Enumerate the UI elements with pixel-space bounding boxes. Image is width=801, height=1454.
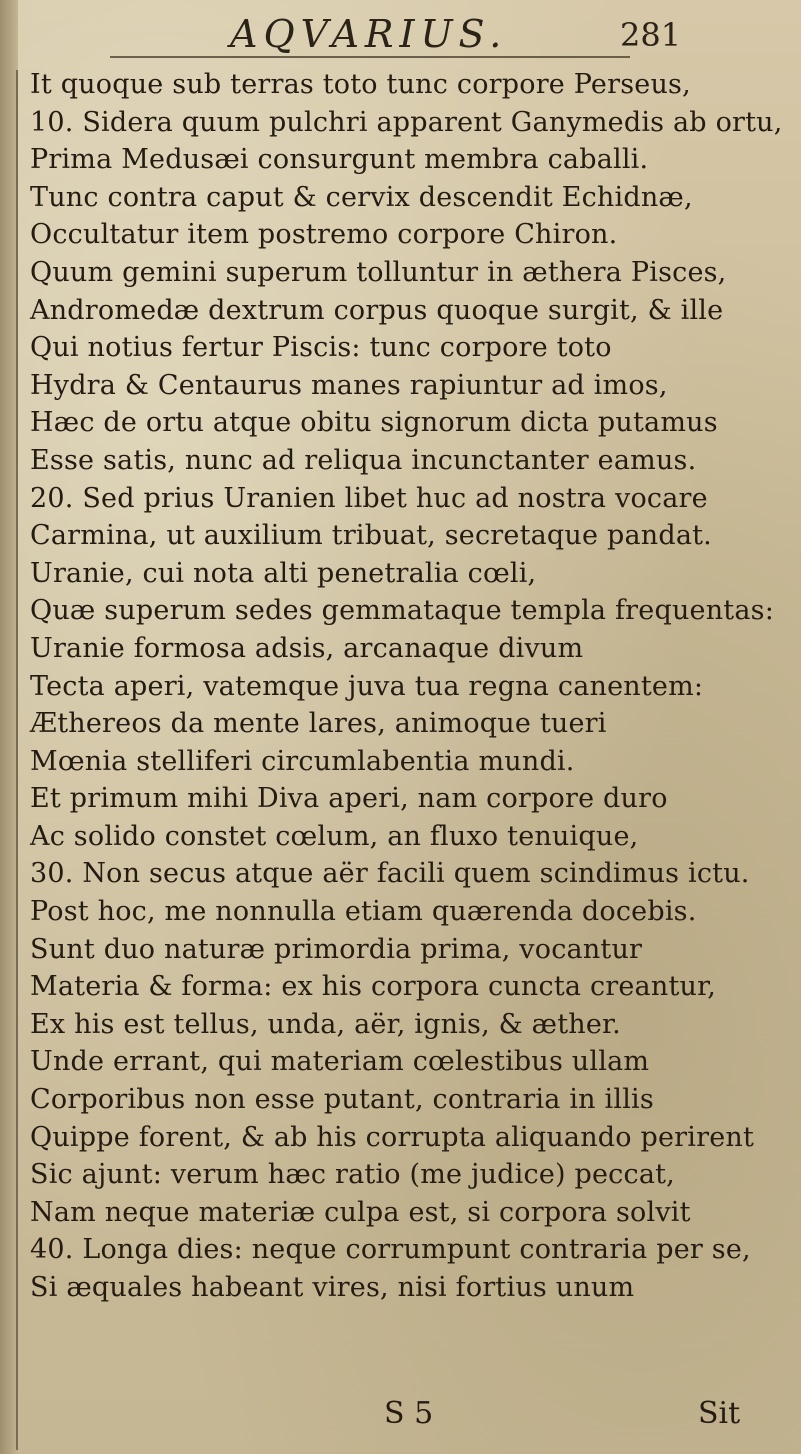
verse-line: Hæc de ortu atque obitu signorum dicta putamus	[30, 407, 718, 439]
header-rule	[110, 56, 630, 58]
margin-rule	[16, 70, 18, 1450]
verse-line: Quippe forent, & ab his corrupta aliquando perirent	[30, 1121, 755, 1153]
verse-line: Post hoc, me nonnulla etiam quærenda docebis.	[30, 896, 697, 928]
verse-line: Unde errant, qui materiam cœlestibus ullam	[30, 1046, 650, 1078]
verse-line: Andromedæ dextrum corpus quoque surgit, & ille	[30, 294, 724, 326]
verse-line: Æthereos da mente lares, animoque tueri	[30, 708, 607, 740]
verse-line: Quum gemini superum tolluntur in æthera Pisces,	[30, 256, 727, 288]
verse-line: Prima Medusæi consurgunt membra caballi.	[30, 144, 649, 176]
verse-line: Et primum mihi Diva aperi, nam corpore duro	[30, 783, 668, 815]
verse-line: Sic ajunt: verum hæc ratio (me judice) peccat,	[30, 1159, 675, 1191]
verse-line: Uranie, cui nota alti penetralia cœli,	[30, 557, 537, 589]
verse-line: Nam neque materiæ culpa est, si corpora solvit	[30, 1196, 691, 1228]
verse-line: Ex his est tellus, unda, aër, ignis, & æther.	[30, 1008, 621, 1040]
verse-line: Hydra & Centaurus manes rapiuntur ad imos,	[30, 369, 668, 401]
verse-line: Materia & forma: ex his corpora cuncta creantur,	[30, 971, 717, 1003]
verse-line: Corporibus non esse putant, contraria in illis	[30, 1084, 654, 1116]
verse-line: Mœnia stelliferi circumlabentia mundi.	[30, 745, 575, 777]
verse-line: Tunc contra caput & cervix descendit Echidnæ,	[30, 181, 693, 213]
verse-block	[30, 66, 783, 1307]
verse-line: Esse satis, nunc ad reliqua incunctanter eamus.	[30, 444, 697, 476]
verse-line: 10. Sidera quum pulchri apparent Ganymedis ab ortu,	[30, 106, 783, 138]
running-title: AQVARIUS.	[230, 12, 508, 56]
verse-line: 40. Longa dies: neque corrumpunt contraria per se,	[30, 1234, 751, 1266]
page-footer	[0, 1396, 801, 1436]
verse-line: Carmina, ut auxilium tribuat, secretaque pandat.	[30, 520, 712, 552]
page-header	[80, 10, 760, 60]
verse-line: Tecta aperi, vatemque juva tua regna canentem:	[30, 670, 704, 702]
verse-line: It quoque sub terras toto tunc corpore Perseus,	[30, 69, 691, 100]
verse-line: Sunt duo naturæ primordia prima, vocantur	[30, 933, 643, 965]
verse-line: Occultatur item postremo corpore Chiron.	[30, 219, 618, 251]
page-number: 281	[620, 16, 682, 54]
verse-line: Ac solido constet cœlum, an fluxo tenuique,	[30, 820, 639, 852]
verse-line: 30. Non secus atque aër facili quem scindimus ictu.	[30, 858, 750, 890]
verse-line: Si æquales habeant vires, nisi fortius unum	[30, 1272, 635, 1303]
signature-mark: S 5	[384, 1396, 434, 1431]
catchword: Sit	[698, 1396, 741, 1431]
verse-line: Uranie formosa adsis, arcanaque divum	[30, 632, 584, 664]
verse-line: Qui notius fertur Piscis: tunc corpore toto	[30, 332, 612, 364]
verse-line: 20. Sed prius Uranien libet huc ad nostra vocare	[30, 482, 708, 514]
verse-line: Quæ superum sedes gemmataque templa frequentas:	[30, 595, 775, 627]
